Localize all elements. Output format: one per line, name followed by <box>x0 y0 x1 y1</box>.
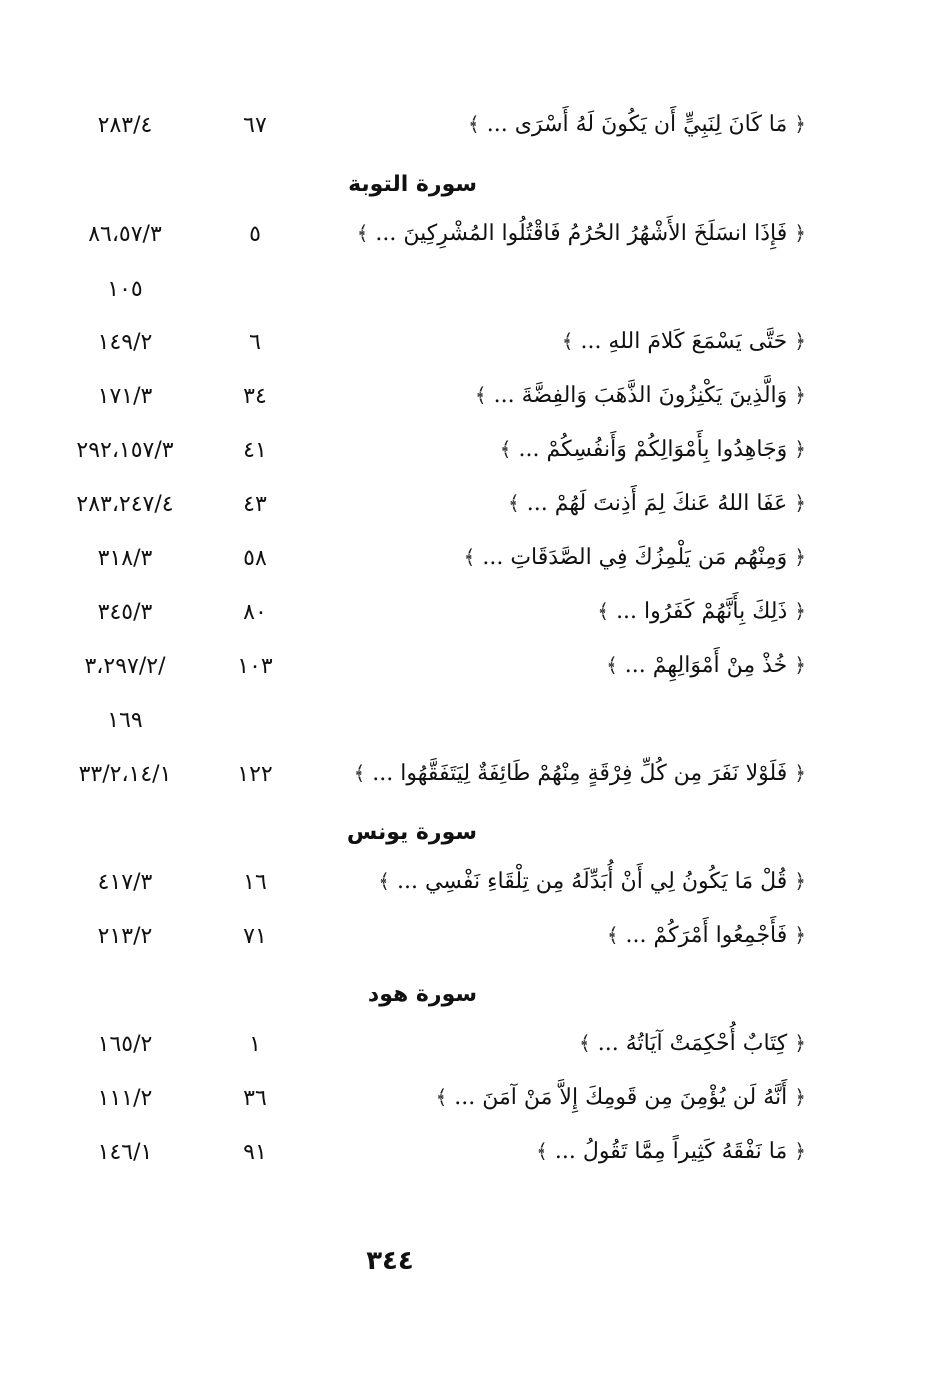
verse-words: فَلَوْلا نَفَرَ مِن كُلِّ فِرْقَةٍ مِنْهُمْ طَائِفَةٌ لِيَتَفَقَّهُوا ... <box>372 761 788 786</box>
close-bracket: ﴾ <box>606 653 618 677</box>
verse-text <box>500 434 806 465</box>
close-bracket: ﴾ <box>474 383 487 407</box>
open-bracket: ﴿ <box>794 1031 806 1055</box>
verse-words: كِتَابٌ أُحْكِمَتْ آيَاتُهُ ... <box>597 1031 788 1056</box>
volume-page-ref: ١٧١/٣ <box>97 384 153 409</box>
verse-text <box>508 488 806 519</box>
open-bracket: ﴿ <box>794 545 806 569</box>
close-bracket: ﴾ <box>499 437 512 461</box>
close-bracket: ﴾ <box>508 491 520 515</box>
close-bracket: ﴾ <box>536 1139 548 1163</box>
verse-text <box>464 542 806 573</box>
verse-text <box>475 380 806 411</box>
surah-heading-yunus: سورة يونس <box>346 820 477 845</box>
ayah-number: ٣٦ <box>243 1086 267 1111</box>
volume-page-ref: ١٦٥/٢ <box>97 1032 153 1057</box>
verse-words: خُذْ مِنْ أَمْوَالِهِمْ ... <box>624 653 788 678</box>
verse-words: قُلْ مَا يَكُونُ لِي أَنْ أُبَدِّلَهُ مِن تِلْقَاءِ نَفْسِي ... <box>396 869 788 894</box>
open-bracket: ﴿ <box>794 599 806 623</box>
table-row <box>0 267 949 321</box>
volume-page-ref: ١٠٥ <box>107 277 143 302</box>
verse-text <box>597 596 806 627</box>
table-row <box>0 320 949 374</box>
table-row <box>0 752 949 806</box>
verse-text <box>354 758 806 789</box>
verse-text <box>536 1136 806 1167</box>
verse-words: فَأَجْمِعُوا أَمْرَكُمْ ... <box>625 923 788 948</box>
open-bracket: ﴿ <box>794 1085 806 1109</box>
close-bracket: ﴾ <box>597 599 610 623</box>
volume-page-ref: ١٤٦/١ <box>97 1140 153 1165</box>
close-bracket: ﴾ <box>463 545 476 569</box>
verse-words: أَنَّهُ لَن يُؤْمِنَ مِن قَومِكَ إِلاَّ مَنْ آمَنَ ... <box>454 1085 788 1110</box>
open-bracket: ﴿ <box>794 653 806 677</box>
surah-heading-hud: سورة هود <box>367 982 477 1007</box>
surah-heading-tawba: سورة التوبة <box>348 172 477 197</box>
volume-page-ref: ١٦٩ <box>107 708 143 733</box>
open-bracket: ﴿ <box>794 112 806 136</box>
volume-page-ref: ٣٣/٢،١٤/١ <box>78 762 172 787</box>
table-row <box>0 860 949 914</box>
table-row <box>0 698 949 752</box>
close-bracket: ﴾ <box>561 329 574 353</box>
ayah-number: ٦٧ <box>243 113 267 138</box>
open-bracket: ﴿ <box>794 383 806 407</box>
close-bracket: ﴾ <box>353 761 366 785</box>
open-bracket: ﴿ <box>794 329 806 353</box>
verse-words: فَإِذَا انسَلَخَ الأَشْهُرُ الحُرُمُ فَاقْتُلُوا المُشْرِكِينَ ... <box>375 221 788 246</box>
table-row <box>0 1130 949 1184</box>
volume-page-ref: ٢٨٣/٤ <box>97 113 153 138</box>
open-bracket: ﴿ <box>794 437 806 461</box>
verse-words: حَتَّى يَسْمَعَ كَلامَ اللهِ ... <box>580 329 788 354</box>
table-row <box>0 536 949 590</box>
verse-text <box>579 1028 806 1059</box>
ayah-number: ١٦ <box>243 870 267 895</box>
volume-page-ref: ٢٩٢،١٥٧/٣ <box>76 438 174 463</box>
volume-page-ref: ٣٤٥/٣ <box>97 600 153 625</box>
open-bracket: ﴿ <box>794 761 806 785</box>
verse-text <box>607 920 806 951</box>
volume-page-ref: ٣١٨/٣ <box>97 546 153 571</box>
table-row <box>0 1076 949 1130</box>
verse-text <box>468 109 806 140</box>
verse-words: ذَلِكَ بِأَنَّهُمْ كَفَرُوا ... <box>616 599 788 624</box>
ayah-number: ٨٠ <box>243 600 267 625</box>
verse-text <box>562 326 806 357</box>
ayah-number: ١٠٣ <box>237 654 273 679</box>
open-bracket: ﴿ <box>794 869 806 893</box>
ayah-number: ٤١ <box>243 438 267 463</box>
close-bracket: ﴾ <box>356 221 369 245</box>
ayah-number: ٦ <box>249 330 261 355</box>
ayah-number: ٥٨ <box>243 546 267 571</box>
verse-words: مَا نَفْقَهُ كَثِيراً مِمَّا تَقُولُ ... <box>554 1139 788 1164</box>
close-bracket: ﴾ <box>579 1031 591 1055</box>
volume-page-ref: ٤١٧/٣ <box>97 870 153 895</box>
close-bracket: ﴾ <box>606 923 619 947</box>
ayah-number: ٤٣ <box>243 492 267 517</box>
verse-text <box>436 1082 806 1113</box>
ayah-number: ٣٤ <box>243 384 267 409</box>
close-bracket: ﴾ <box>378 869 390 893</box>
open-bracket: ﴿ <box>794 1139 806 1163</box>
page-number: ٣٤٤ <box>366 1246 414 1276</box>
ayah-number: ٥ <box>249 222 261 247</box>
table-row <box>0 914 949 968</box>
volume-page-ref: ٢١٣/٢ <box>97 924 153 949</box>
ayah-number: ١٢٢ <box>237 762 273 787</box>
table-row <box>0 644 949 698</box>
verse-text <box>357 218 806 249</box>
table-row <box>0 590 949 644</box>
close-bracket: ﴾ <box>435 1085 448 1109</box>
table-row <box>0 103 949 157</box>
table-row <box>0 212 949 266</box>
verse-text <box>378 866 806 897</box>
volume-page-ref: /٣،٢٩٧/٢ <box>84 654 166 679</box>
volume-page-ref: ١١١/٢ <box>97 1086 153 1111</box>
ayah-number: ١ <box>249 1032 261 1057</box>
volume-page-ref: ٨٦،٥٧/٣ <box>88 222 162 247</box>
ayah-number: ٧١ <box>243 924 267 949</box>
ayah-number: ٩١ <box>243 1140 267 1165</box>
volume-page-ref: ٢٨٣،٢٤٧/٤ <box>76 492 174 517</box>
close-bracket: ﴾ <box>468 112 480 136</box>
table-row <box>0 428 949 482</box>
table-row <box>0 482 949 536</box>
verse-words: وَجَاهِدُوا بِأَمْوَالِكُمْ وَأَنفُسِكُمْ ... <box>518 437 788 462</box>
open-bracket: ﴿ <box>794 923 806 947</box>
verse-words: مَا كَانَ لِنَبِيٍّ أَن يَكُونَ لَهُ أَسْرَى ... <box>486 112 788 137</box>
verse-text <box>606 650 806 681</box>
table-row <box>0 1022 949 1076</box>
verse-words: وَالَّذِينَ يَكْنِزُونَ الذَّهَبَ وَالفِضَّةَ ... <box>493 383 788 408</box>
table-row <box>0 374 949 428</box>
open-bracket: ﴿ <box>794 221 806 245</box>
open-bracket: ﴿ <box>794 491 806 515</box>
verse-words: عَفَا اللهُ عَنكَ لِمَ أَذِنتَ لَهُمْ ... <box>526 491 788 516</box>
verse-words: وَمِنْهُم مَن يَلْمِزُكَ فِي الصَّدَقَاتِ ... <box>482 545 788 570</box>
volume-page-ref: ١٤٩/٢ <box>97 330 153 355</box>
